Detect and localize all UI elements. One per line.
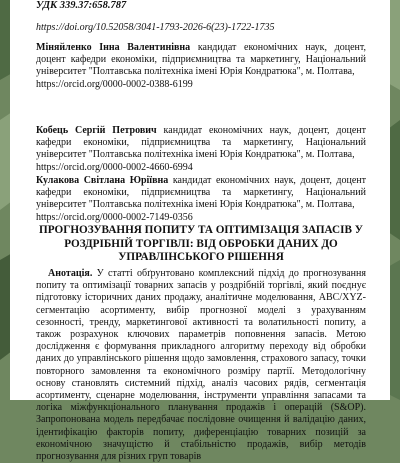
udc-code: УДК 339.37:658.787 bbox=[36, 0, 127, 11]
author-affiliation: кандидат економічних наук, доцент, доцент кафедри економіки, підприємництва та маркетингу, Національний університет "Полтавська політехніка імені Юрія Кондратюка", м. Полтава, bbox=[36, 125, 367, 161]
author-affiliation: кандидат економічних наук, доцент, доцент кафедри економіки, підприємництва та маркетингу, Національний університет "Полтавська політехніка імені Юрія Кондратюка", м. Полтава, bbox=[36, 42, 367, 78]
abstract-label: Анотація. bbox=[48, 268, 93, 279]
author-name: Кобець Сергій Петрович bbox=[36, 125, 157, 136]
author-orcid-link[interactable]: https://orcid.org/0000-0002-7149-0356 bbox=[36, 211, 193, 223]
doi-link[interactable]: https://doi.org/10.52058/3041-1793-2026-6(23)-1722-1735 bbox=[36, 22, 275, 33]
author-block-1 bbox=[36, 42, 366, 91]
author-block-2 bbox=[36, 125, 366, 174]
author-name: Міняйленко Інна Валентинівна bbox=[36, 42, 191, 53]
paper-page bbox=[10, 0, 390, 463]
author-affiliation: кандидат економічних наук, доцент, доцент кафедри економіки, підприємництва та маркетингу, Національний університет "Полтавська політехніка імені Юрія Кондратюка", м. Полтава, bbox=[36, 175, 367, 211]
author-orcid-link[interactable]: https://orcid.org/0000-0002-4660-6994 bbox=[36, 161, 193, 173]
author-orcid-link[interactable]: https://orcid.org/0000-0002-0388-6199 bbox=[36, 78, 193, 90]
abstract-text: У статті обґрунтовано комплексний підхід до прогнозування попиту та оптимізації товарних запасів у роздрібній торгівлі, який поєднує підготовку історичних даних продажу, аналітичне моделювання, ABC/XYZ-сегментацію асортименту, вибір прогнозної моделі з урахуванням сезонності, тренду, маркетингової активності та волатильності попиту, а також розрахунок ключових параметрів поповнення запасів. Метою дослідження є формування прикладного алгоритму переходу від обробки даних до управлінського рішення щодо замовлення, страхового запасу, точки повторного замовлення та економічного розміру партії. Методологічну основу становлять системний підхід, аналіз часових рядів, сегментація асортименту, сценарне моделювання, інструменти управління запасами та логіка міжфункціонального планування продажів і операцій (S&OP). Запропонована модель передбачає послідовне очищення й валідацію даних, ідентифікацію факторів попиту, диференціацію товарних позицій за економічною значущістю й стабільністю продажів, вибір методів прогнозування для різних груп товарів bbox=[36, 268, 366, 463]
author-block-3 bbox=[36, 175, 366, 224]
author-name: Кулакова Світлана Юріївна bbox=[36, 175, 169, 186]
article-title: ПРОГНОЗУВАННЯ ПОПИТУ ТА ОПТИМІЗАЦІЯ ЗАПАСІВ У РОЗДРІБНІЙ ТОРГІВЛІ: ВІД ОБРОБКИ ДАНИХ ДО УПРАВЛІНСЬКОГО РІШЕННЯ bbox=[39, 224, 363, 263]
abstract-paragraph bbox=[36, 268, 366, 463]
